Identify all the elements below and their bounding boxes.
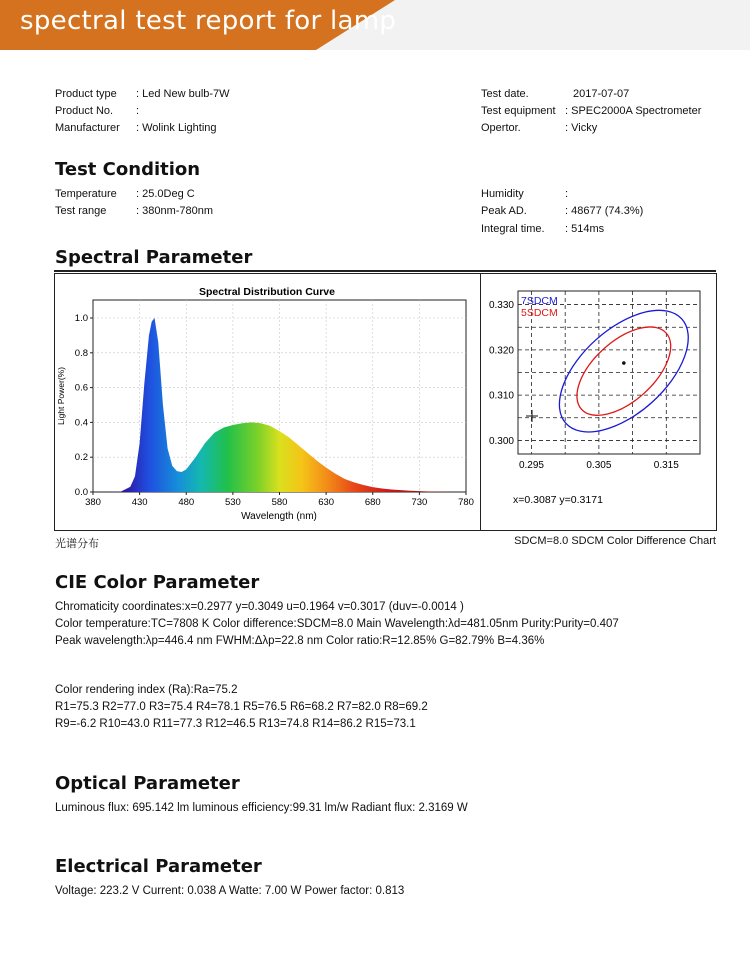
spectral-caption: 光谱分布 [55, 538, 99, 550]
y-tick-label: 0.2 [74, 452, 88, 464]
spectral-chart-title: Spectral Distribution Curve [199, 286, 335, 298]
temperature-label: Temperature [55, 188, 117, 200]
x-tick-label: 480 [178, 497, 195, 508]
product-no-label: Product No. [55, 105, 114, 117]
peak-ad-value: : 48677 (74.3%) [565, 205, 644, 217]
humidity-value: : [565, 188, 569, 200]
spectral-x-axis-label: Wavelength (nm) [241, 511, 317, 522]
cie-heading: CIE Color Parameter [55, 572, 260, 593]
sdcm-x-tick-label: 0.305 [586, 460, 612, 471]
chromaticity-line: Chromaticity coordinates:x=0.2977 y=0.3049 u=0.1964 v=0.3017 (duv=-0.0014 ) [55, 601, 464, 613]
sdcm-y-tick-label: 0.330 [488, 300, 514, 312]
test-range-value: : 380nm-780nm [136, 205, 214, 217]
operator-label: Opertor. [481, 122, 521, 134]
humidity-label: Humidity [481, 188, 524, 200]
test-equipment-label: Test equipment [481, 105, 556, 117]
manufacturer-label: Manufacturer [55, 122, 120, 134]
sdcm-x-tick-label: 0.315 [653, 460, 679, 471]
x-tick-label: 780 [458, 497, 474, 508]
spectral-chart-frame [54, 273, 717, 531]
integral-time-label: Integral time. [481, 223, 545, 235]
test-range-label: Test range [55, 205, 107, 217]
measured-point [622, 361, 626, 365]
y-tick-label: 0.4 [74, 417, 88, 429]
sdcm-y-tick-label: 0.320 [488, 345, 514, 357]
spectral-y-axis-label: Light Power(%) [56, 366, 66, 426]
y-tick-label: 0.6 [74, 382, 88, 394]
sdcm-chart [481, 274, 717, 530]
label-5sdcm: 5SDCM [521, 307, 558, 319]
optical-line: Luminous flux: 695.142 lm luminous efficiency:99.31 lm/w Radiant flux: 2.3169 W [55, 802, 468, 814]
y-tick-label: 1.0 [74, 313, 88, 324]
electrical-line: Voltage: 223.2 V Current: 0.038 A Watte: 7.00 W Power factor: 0.813 [55, 885, 405, 897]
manufacturer-value: : Wolink Lighting [136, 122, 217, 134]
x-tick-label: 430 [131, 497, 148, 508]
electrical-heading: Electrical Parameter [55, 856, 262, 877]
x-tick-label: 580 [271, 497, 288, 508]
cri-line: Color rendering index (Ra):Ra=75.2 [55, 684, 238, 696]
temperature-value: : 25.0Deg C [136, 188, 195, 200]
color-temperature-line: Color temperature:TC=7808 K Color difference:SDCM=8.0 Main Wavelength:λd=481.05nm Purity:Purity=0.407 [55, 618, 619, 630]
product-type-value: : Led New bulb-7W [136, 88, 230, 100]
section-rule [54, 270, 716, 272]
sdcm-y-tick-label: 0.300 [488, 435, 514, 447]
optical-heading: Optical Parameter [55, 773, 240, 794]
x-tick-label: 630 [318, 497, 335, 508]
r9-r15-line: R9=-6.2 R10=43.0 R11=77.3 R12=46.5 R13=74.8 R14=86.2 R15=73.1 [55, 718, 416, 730]
y-tick-label: 0.0 [74, 487, 88, 498]
chromaticity-readout: x=0.3087 y=0.3171 [513, 494, 603, 506]
x-tick-label: 530 [224, 497, 241, 508]
label-7sdcm: 7SDCM [521, 295, 558, 307]
test-condition-heading: Test Condition [55, 159, 201, 180]
operator-value: : Vicky [565, 122, 598, 134]
sdcm-caption: SDCM=8.0 SDCM Color Difference Chart [514, 535, 716, 547]
test-equipment-value: : SPEC2000A Spectrometer [565, 105, 702, 117]
peak-wavelength-line: Peak wavelength:λp=446.4 nm FWHM:Δλp=22.8 nm Color ratio:R=12.85% G=82.79% B=4.36% [55, 635, 545, 647]
spectral-parameter-heading: Spectral Parameter [55, 247, 253, 268]
test-date-label: Test date. [481, 88, 529, 100]
r1-r8-line: R1=75.3 R2=77.0 R3=75.4 R4=78.1 R5=76.5 R6=68.2 R7=82.0 R8=69.2 [55, 701, 428, 713]
banner-title: spectral test report for lamp [20, 6, 397, 36]
test-date-value: 2017-07-07 [573, 88, 630, 100]
product-no-value: : [136, 105, 140, 117]
sdcm-x-tick-label: 0.295 [518, 460, 544, 471]
x-tick-label: 380 [85, 497, 101, 508]
integral-time-value: : 514ms [565, 223, 605, 235]
sdcm-y-tick-label: 0.310 [488, 390, 514, 402]
product-type-label: Product type [55, 88, 117, 100]
x-tick-label: 730 [411, 497, 428, 508]
x-tick-label: 680 [364, 497, 381, 508]
y-tick-label: 0.8 [74, 347, 88, 359]
spectral-distribution-chart [55, 274, 475, 530]
peak-ad-label: Peak AD. [481, 205, 527, 217]
